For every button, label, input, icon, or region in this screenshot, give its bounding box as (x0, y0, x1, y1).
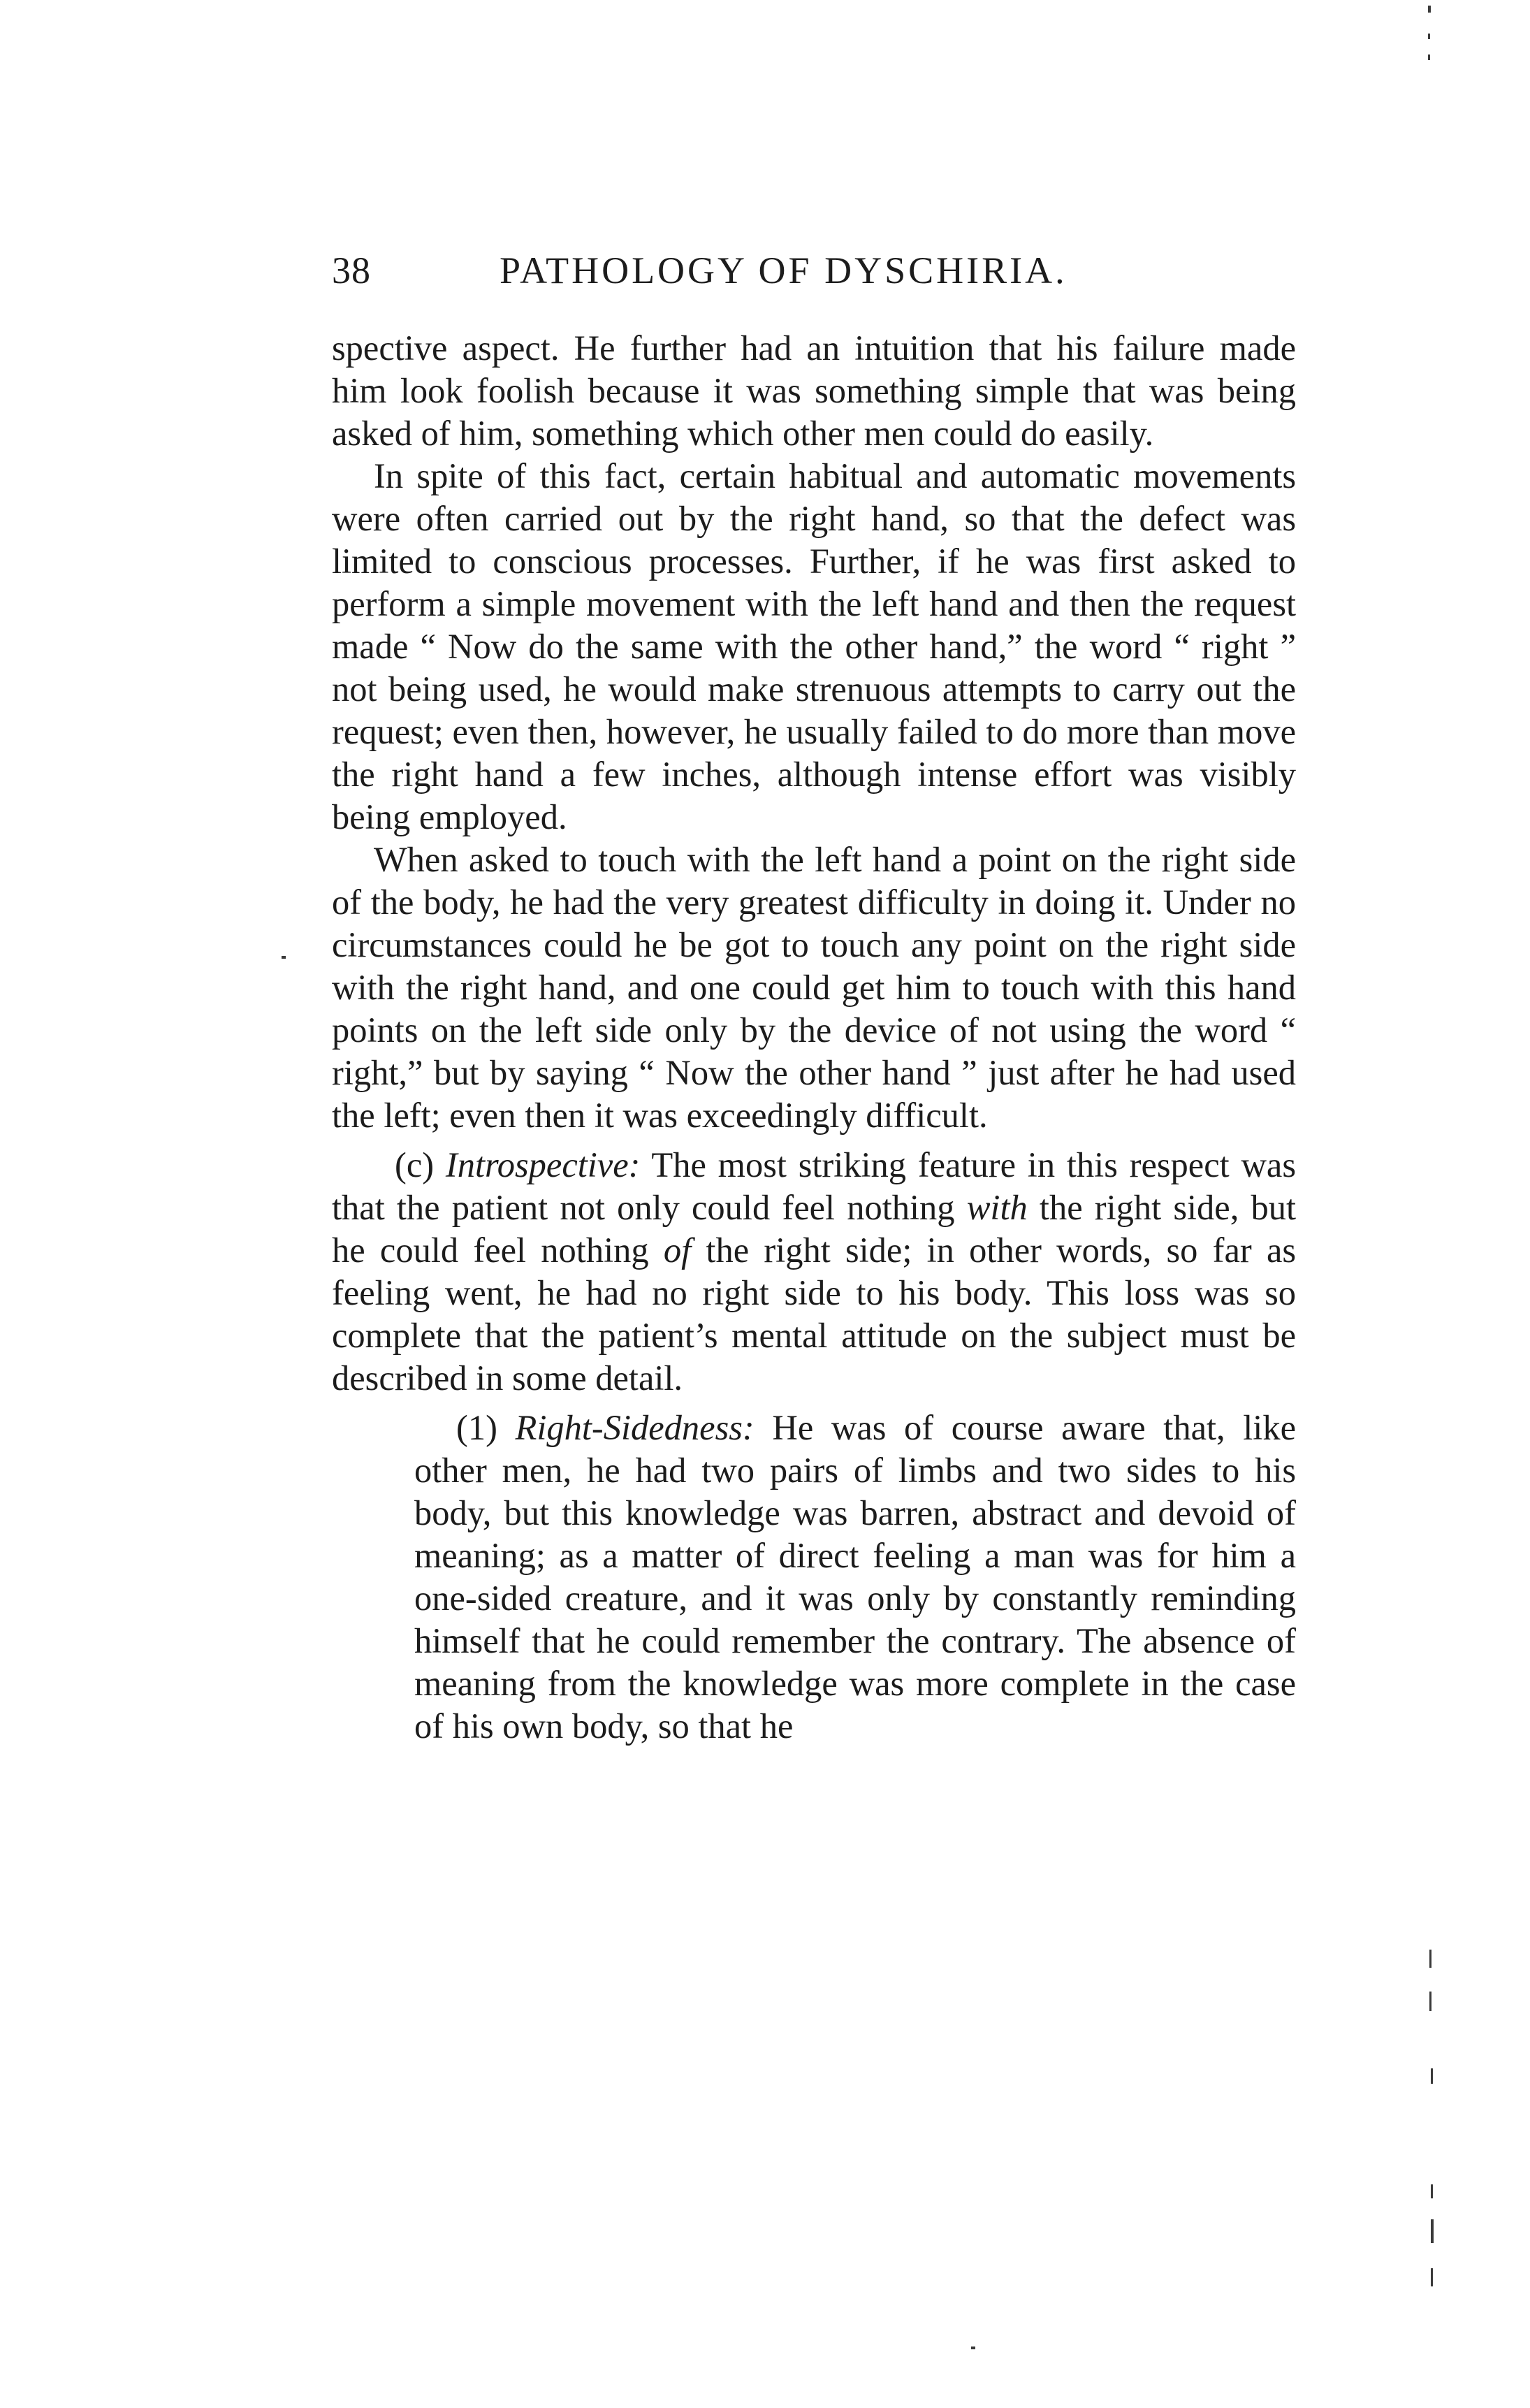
scan-mark (282, 956, 286, 959)
subsection-block (414, 1407, 1296, 1748)
paragraph-continued: spective aspect. He further had an intuition that his failure made him look foolish because it was something simple that was being asked of him, something which other men could do easily. (332, 328, 1296, 453)
subsection-right-sidedness (414, 1407, 1296, 1748)
section-label: (c) (395, 1145, 435, 1184)
section-text: the right side, but he could feel nothing (332, 1188, 1297, 1270)
page-number: 38 (332, 249, 371, 291)
section-heading: Introspective: (445, 1145, 641, 1184)
page-header (332, 248, 1296, 311)
running-head: PATHOLOGY OF DYSCHIRIA. (500, 249, 1068, 291)
paragraph: In spite of this fact, certain habitual and automatic movements were often carried out by the right hand, so that the defect was limited to conscious processes. Further, if he was first asked to perform a simple movement with the left hand and then the request made “ Now do the same with the other hand,” the word “ right ” not being used, he would make strenuous attempts to carry out the request; even then, however, he usually failed to do more than move the right hand a few inches, although intense effort was visibly being employed. (332, 456, 1296, 836)
scan-mark (1428, 34, 1430, 39)
emphasis-word: with (966, 1188, 1028, 1227)
scan-mark (1431, 2184, 1433, 2198)
scan-mark (1428, 55, 1430, 60)
scan-mark (1431, 2268, 1433, 2286)
section-text: the right side; in other words, so far as feeling went, he had no right side to his body. This loss was so complete that the patient’s mental attitude on the subject must be described in some detail. (332, 1231, 1297, 1398)
paragraph: When asked to touch with the left hand a point on the right side of the body, he had the very greatest difficulty in doing it. Under no circumstances could he be got to touch any point on the right side with the right hand, and one could get him to touch with this hand points on the left side only by the device of not using the word “ right,” but by saying “ Now the other hand ” just after he had used the left; even then it was exceedingly difficult. (332, 840, 1296, 1135)
scan-mark (1429, 1992, 1431, 2011)
scan-mark (971, 2347, 975, 2349)
body-text (332, 327, 1296, 1748)
subsection-heading: Right-Sidedness: (515, 1408, 755, 1447)
subsection-text: He was of course aware that, like other men, he had two pairs of limbs and two sides to his body, but this knowledge was barren, abstract and devoid of meaning; as a matter of direct feeling a man was for him a one-sided creature, and it was only by constantly reminding himself that he could remember the contrary. The absence of meaning from the knowledge was more complete in the case of his own body, so that he (414, 1408, 1296, 1746)
emphasis-word: of (663, 1231, 692, 1270)
section-introspective (332, 1144, 1296, 1400)
scan-mark (1431, 2068, 1433, 2084)
section-text: The most striking feature in this respect was that the patient not only could feel nothing (332, 1145, 1297, 1227)
subsection-label: (1) (456, 1408, 497, 1447)
scan-mark (1429, 1950, 1431, 1968)
scan-mark (1431, 2219, 1434, 2243)
scan-mark (1428, 6, 1431, 13)
